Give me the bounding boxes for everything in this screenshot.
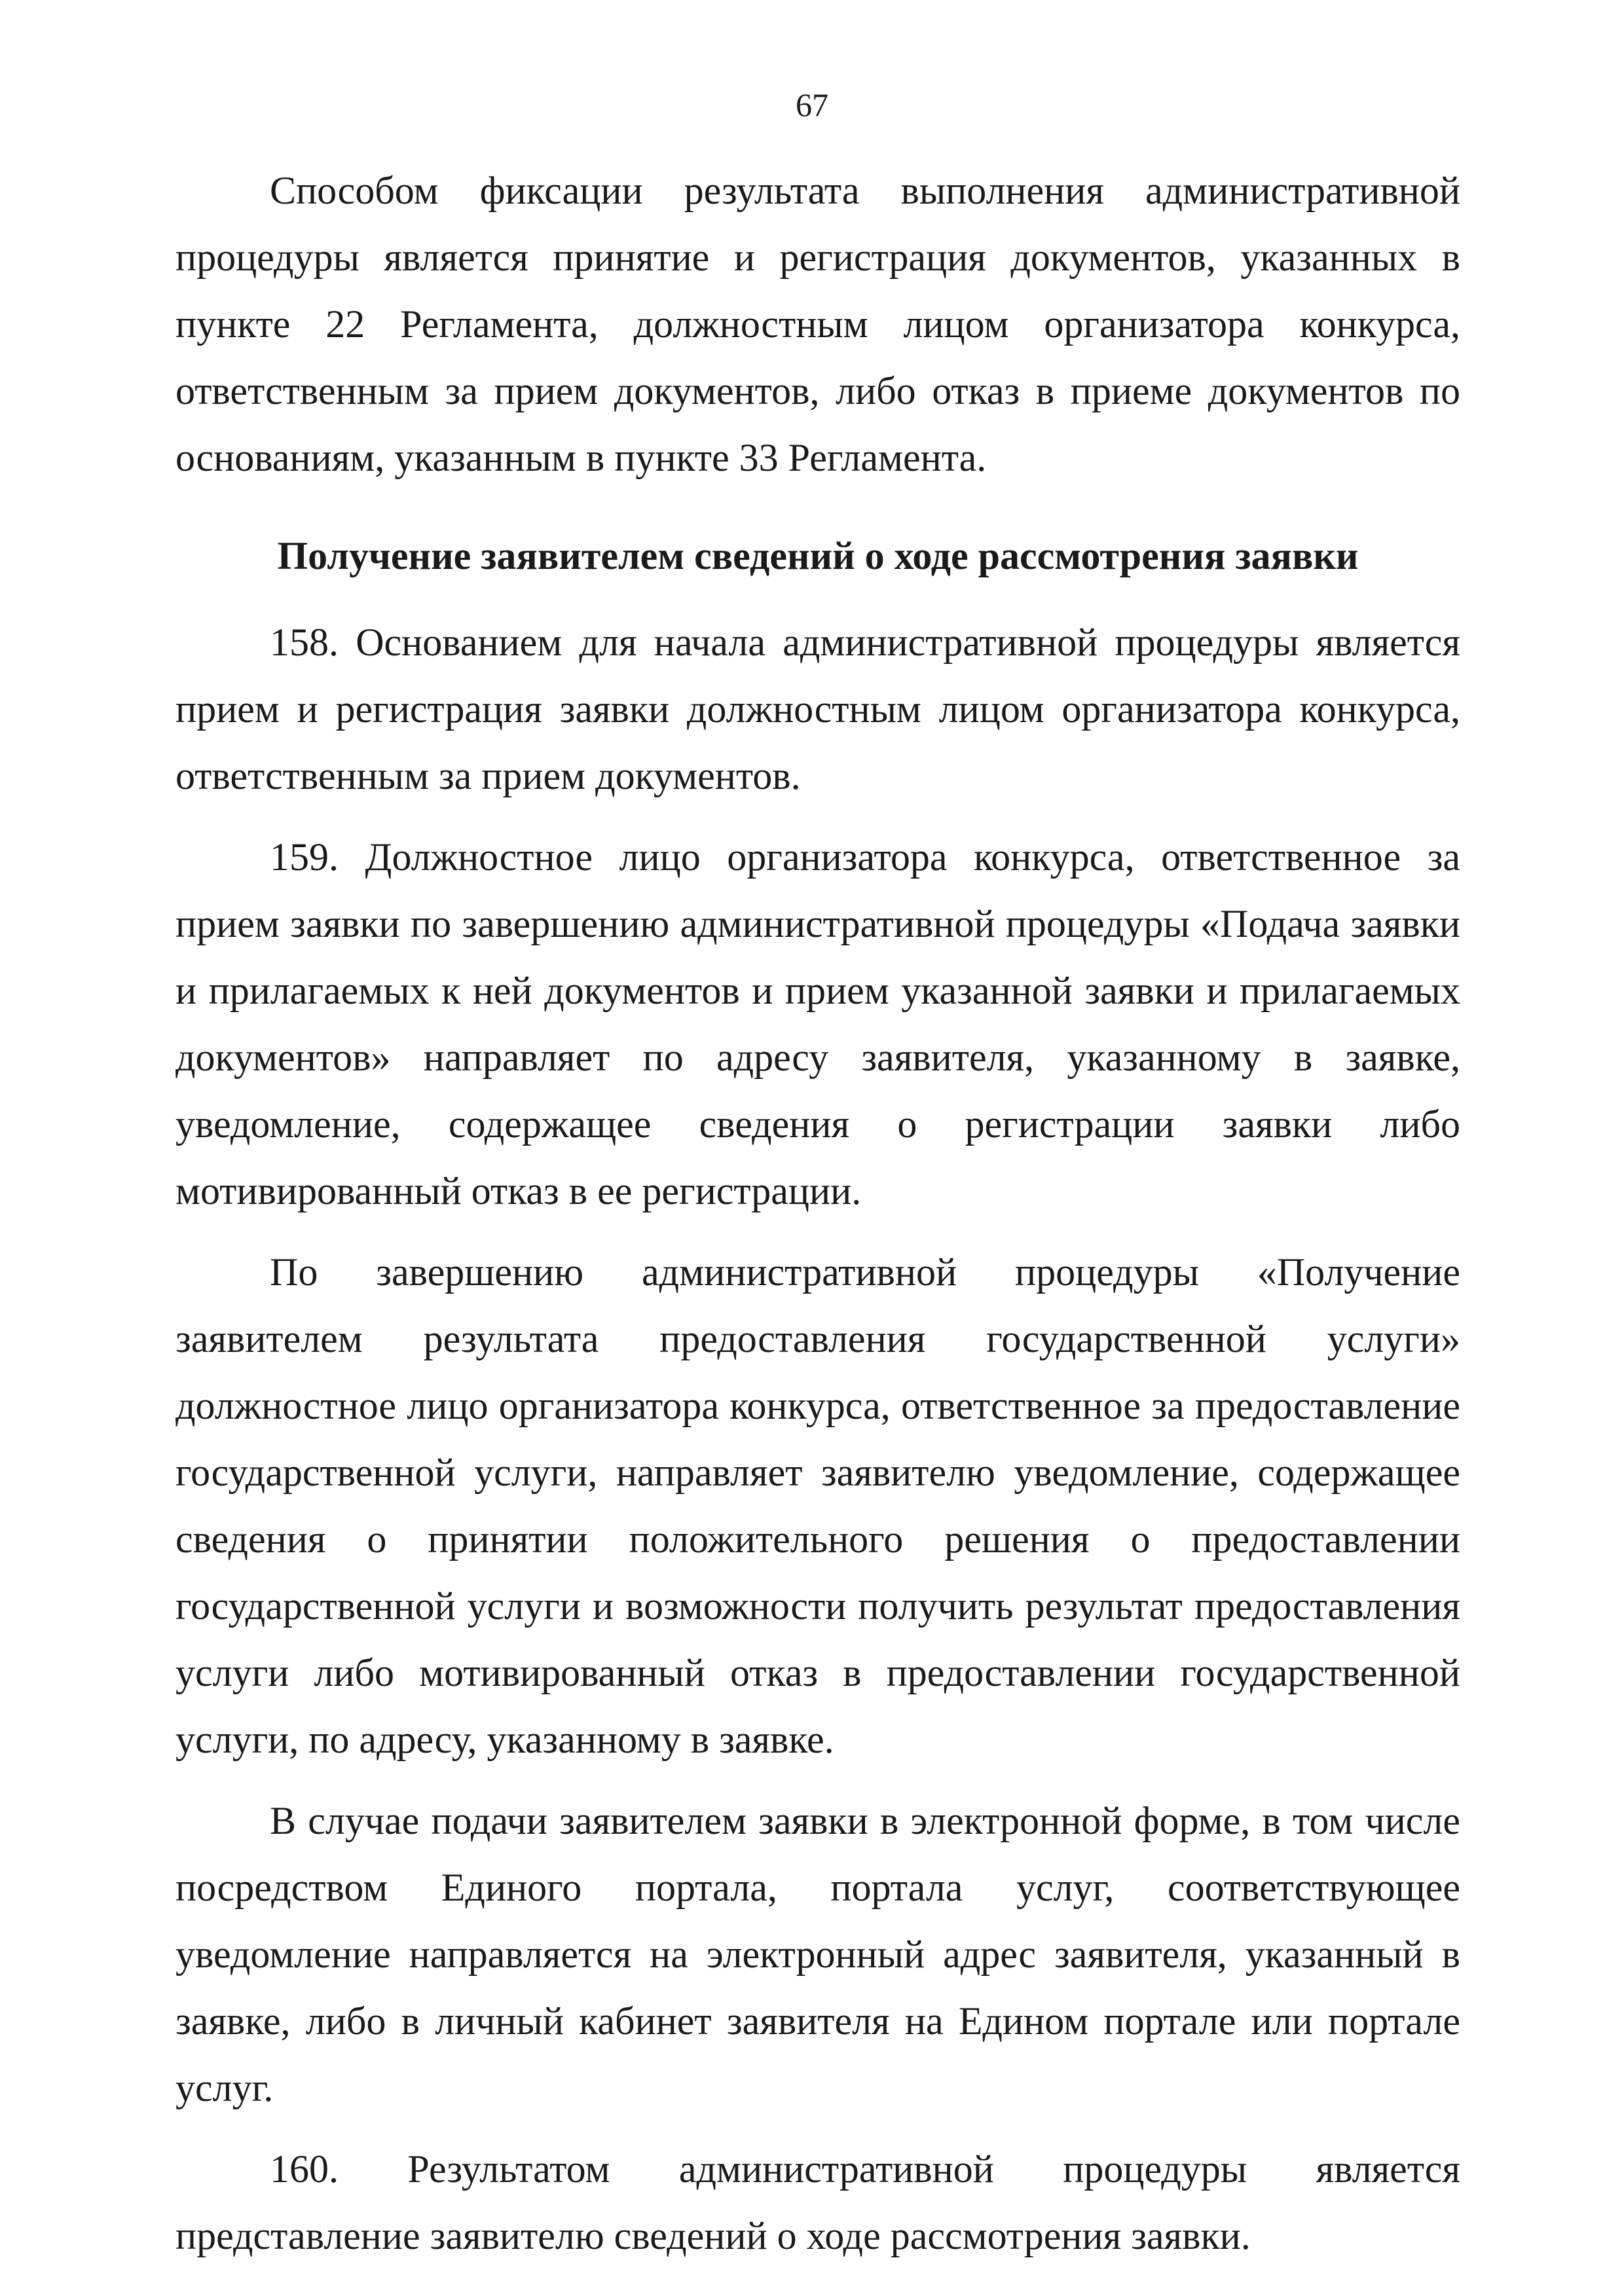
paragraph-159: 159. Должностное лицо организатора конкурса, ответственное за прием заявки по завершению административной процедуры «Подача заявки и прилагаемых к ней документов и прием указанной заявки и прилагаемых документов» направляет по адресу заявителя, указанному в заявке, уведомление, содержащее сведения о регистрации заявки либо мотивированный отказ в ее регистрации. [175, 835, 1460, 1212]
paragraph-fixation-method: Способом фиксации результата выполнения административной процедуры является принятие и регистрация документов, указанных в пункте 22 Регламента, должностным лицом организатора конкурса, ответственным за прием документов, либо отказ в приеме документов по основаниям, указанным в пункте 33 Регламента. [175, 169, 1460, 479]
paragraph-159-electronic-notice: В случае подачи заявителем заявки в электронной форме, в том числе посредством Единого портала, портала услуг, соответствующее уведомление направляется на электронный адрес заявителя, указанный в заявке, либо в личный кабинет заявителя на Едином портале или портале услуг. [175, 1799, 1460, 2109]
section-heading: Получение заявителем сведений о ходе рассмотрения заявки [277, 534, 1359, 577]
paragraph-159-result-notice: По завершению административной процедуры «Получение заявителем результата предоставления государственной услуги» должностное лицо организатора конкурса, ответственное за предоставление государственной услуги, направляет заявителю уведомление, содержащее сведения о принятии положительного решения о предоставлении государственной услуги и возможности получить результат предоставления услуги либо мотивированный отказ в предоставлении государственной услуги, по адресу, указанному в заявке. [175, 1250, 1460, 1761]
paragraph-158: 158. Основанием для начала административной процедуры является прием и регистрация заявки должностным лицом организатора конкурса, ответственным за прием документов. [175, 621, 1460, 797]
page-number: 67 [796, 86, 828, 123]
paragraph-160: 160. Результатом административной процедуры является представление заявителю сведений о ходе рассмотрения заявки. [175, 2147, 1460, 2257]
document-body [175, 157, 1460, 2269]
